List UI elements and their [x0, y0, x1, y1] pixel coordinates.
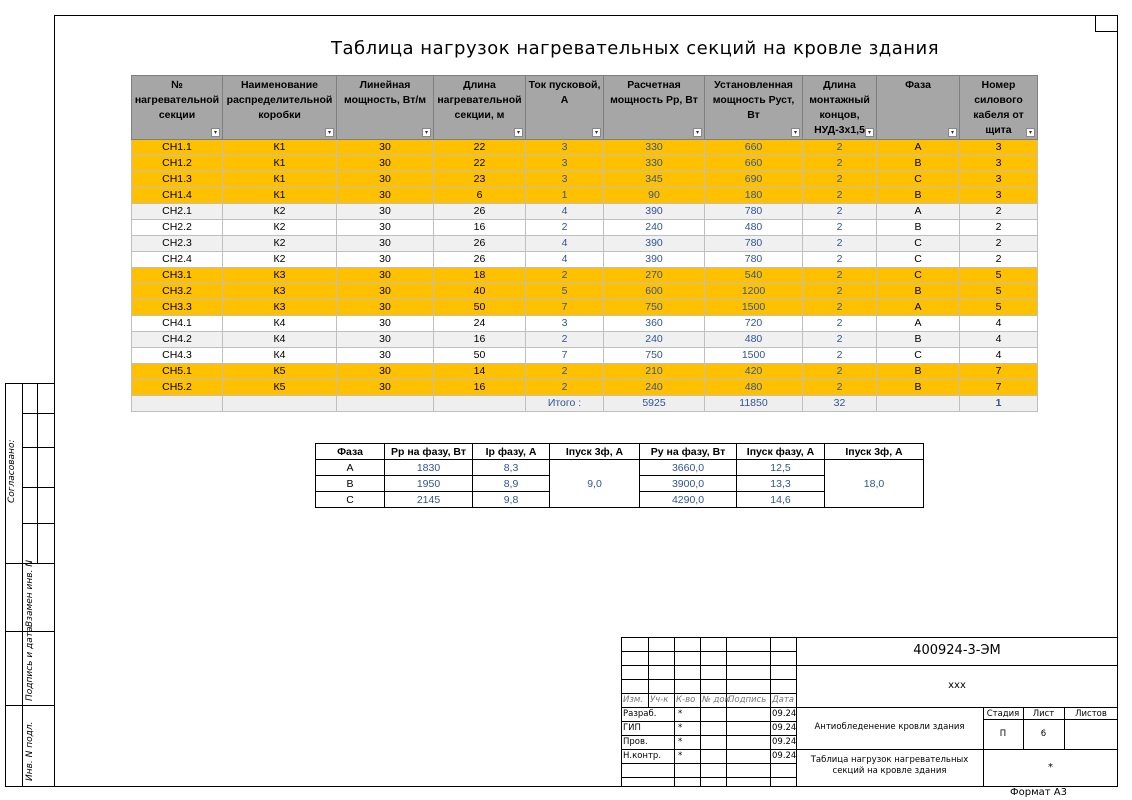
table-cell: 270: [604, 268, 705, 284]
table-cell: 30: [337, 364, 434, 380]
table-cell: 30: [337, 300, 434, 316]
table-cell: 480: [705, 332, 803, 348]
table-row: [132, 364, 1038, 380]
table-row: [132, 188, 1038, 204]
table-cell: К3: [223, 268, 337, 284]
table-cell: 40: [434, 284, 526, 300]
table-cell: А: [877, 316, 960, 332]
table-cell: 22: [434, 140, 526, 156]
phase-header-1: Рр на фазу, Вт: [385, 444, 473, 460]
table-cell: 3: [960, 188, 1038, 204]
signature-date-label: Подпись и дата: [25, 626, 35, 701]
table-cell: СН5.2: [132, 380, 223, 396]
table-cell: С: [877, 236, 960, 252]
table-cell: 16: [434, 220, 526, 236]
table-cell: 2: [803, 364, 877, 380]
table-cell: 22: [434, 156, 526, 172]
table-cell: 480: [705, 380, 803, 396]
table-cell: 16: [434, 380, 526, 396]
table-cell: 180: [705, 188, 803, 204]
dropdown-filter-icon[interactable]: ▾: [211, 128, 220, 137]
table-cell: С: [877, 172, 960, 188]
table-row: [132, 268, 1038, 284]
table-cell: СН2.4: [132, 252, 223, 268]
table-cell: 4: [960, 332, 1038, 348]
table-cell: К5: [223, 380, 337, 396]
table-cell: 90: [604, 188, 705, 204]
column-header-1: [223, 76, 337, 140]
table-cell: 50: [434, 300, 526, 316]
phase-cell: 8,9: [473, 476, 550, 492]
table-row: [132, 348, 1038, 364]
table-cell: 1200: [705, 284, 803, 300]
table-cell: 2: [526, 268, 604, 284]
column-header-label: Ток пусковой, А: [528, 79, 601, 106]
table-row: [132, 252, 1038, 268]
col-uch: Уч-к: [650, 695, 669, 705]
phase-cell: В: [316, 476, 385, 492]
table-cell: 750: [604, 348, 705, 364]
column-header-label: Длина нагревательной секции, м: [437, 79, 522, 121]
page-title: Таблица нагрузок нагревательных секций на кровле здания: [330, 38, 940, 59]
table-cell: СН3.1: [132, 268, 223, 284]
table-cell: 2: [803, 332, 877, 348]
table-cell: 4: [526, 252, 604, 268]
column-header-label: № нагревательной секции: [134, 79, 220, 121]
table-cell: С: [877, 348, 960, 364]
total-cell: [223, 396, 337, 412]
table-cell: А: [877, 300, 960, 316]
table-cell: 240: [604, 380, 705, 396]
phase-cell: 1830: [385, 460, 473, 476]
dropdown-filter-icon[interactable]: ▾: [1026, 128, 1035, 137]
table-cell: 3: [526, 156, 604, 172]
column-header-5: [604, 76, 705, 140]
table-cell: 600: [604, 284, 705, 300]
table-cell: 5: [526, 284, 604, 300]
column-header-label: Номер силового кабеля от щита: [973, 79, 1024, 136]
stage-label: Стадия: [986, 709, 1020, 719]
table-cell: В: [877, 380, 960, 396]
table-cell: 330: [604, 140, 705, 156]
table-row: [132, 380, 1038, 396]
table-cell: 30: [337, 188, 434, 204]
table-cell: СН3.3: [132, 300, 223, 316]
column-header-6: [705, 76, 803, 140]
dropdown-filter-icon[interactable]: ▾: [948, 128, 957, 137]
column-header-2: [337, 76, 434, 140]
table-cell: 2: [803, 188, 877, 204]
table-cell: 2: [803, 316, 877, 332]
table-cell: 26: [434, 236, 526, 252]
sheets-label: Листов: [1075, 709, 1107, 719]
column-header-0: [132, 76, 223, 140]
phase-cell: 8,3: [473, 460, 550, 476]
phase-cell: 2145: [385, 492, 473, 508]
table-cell: 3: [526, 172, 604, 188]
table-cell: 2: [803, 140, 877, 156]
table-cell: СН1.2: [132, 156, 223, 172]
organization: *: [1048, 762, 1053, 773]
table-cell: В: [877, 220, 960, 236]
phase-cell: 3660,0: [640, 460, 737, 476]
total-cell: 5925: [604, 396, 705, 412]
phase-cell: 1950: [385, 476, 473, 492]
table-cell: 30: [337, 140, 434, 156]
table-cell: К2: [223, 220, 337, 236]
table-cell: 2: [960, 252, 1038, 268]
role-razrab: Разраб.: [623, 709, 657, 719]
table-row: [132, 300, 1038, 316]
document-code: 400924-3-ЭМ: [913, 643, 1001, 658]
table-cell: 4: [960, 348, 1038, 364]
format-label: Формат А3: [1010, 787, 1067, 798]
table-cell: В: [877, 364, 960, 380]
table-cell: 240: [604, 220, 705, 236]
phase-header-4: Ру на фазу, Вт: [640, 444, 737, 460]
table-cell: 1: [526, 188, 604, 204]
table-cell: 30: [337, 348, 434, 364]
inv-podl-label: Инв. N подл.: [25, 721, 35, 781]
table-cell: 2: [803, 220, 877, 236]
dropdown-filter-icon[interactable]: ▾: [325, 128, 334, 137]
date-nkontr: 09.24: [772, 751, 797, 761]
col-ndok: № док.: [702, 695, 733, 705]
role-prov: Пров.: [623, 737, 648, 747]
phase-header-6: Iпуск 3ф, А: [825, 444, 924, 460]
table-cell: 2: [960, 204, 1038, 220]
table-cell: 30: [337, 220, 434, 236]
table-cell: СН2.1: [132, 204, 223, 220]
table-cell: 2: [526, 220, 604, 236]
col-izm: Изм.: [623, 695, 643, 705]
table-cell: 50: [434, 348, 526, 364]
table-cell: 780: [705, 252, 803, 268]
table-row: [132, 172, 1038, 188]
table-cell: 7: [960, 380, 1038, 396]
phase-header-0: Фаза: [316, 444, 385, 460]
table-cell: 390: [604, 204, 705, 220]
column-header-4: [526, 76, 604, 140]
table-cell: 7: [960, 364, 1038, 380]
table-cell: 420: [705, 364, 803, 380]
table-cell: СН2.3: [132, 236, 223, 252]
column-header-label: Фаза: [905, 79, 931, 91]
table-cell: 26: [434, 252, 526, 268]
date-gip: 09.24: [772, 723, 797, 733]
table-cell: 2: [803, 252, 877, 268]
table-cell: 2: [803, 380, 877, 396]
table-cell: 240: [604, 332, 705, 348]
table-cell: А: [877, 140, 960, 156]
phase-cell: 9,8: [473, 492, 550, 508]
phase-cell: 4290,0: [640, 492, 737, 508]
table-cell: СН1.4: [132, 188, 223, 204]
table-cell: 2: [960, 236, 1038, 252]
table-cell: 14: [434, 364, 526, 380]
column-header-7: [803, 76, 877, 140]
table-cell: 30: [337, 268, 434, 284]
table-cell: К5: [223, 364, 337, 380]
table-cell: К1: [223, 156, 337, 172]
mark-gip: *: [678, 723, 683, 733]
dropdown-filter-icon[interactable]: ▾: [592, 128, 601, 137]
table-cell: 3: [526, 140, 604, 156]
phase-cell: 9,0: [550, 460, 640, 508]
table-cell: 2: [803, 204, 877, 220]
table-cell: 2: [803, 268, 877, 284]
column-header-label: Линейная мощность, Вт/м: [343, 79, 427, 106]
col-podpis: Подпись: [728, 695, 767, 705]
table-cell: В: [877, 332, 960, 348]
table-cell: 24: [434, 316, 526, 332]
table-cell: 23: [434, 172, 526, 188]
title-block: [621, 637, 1118, 787]
table-cell: 360: [604, 316, 705, 332]
table-cell: 30: [337, 172, 434, 188]
table-cell: К1: [223, 172, 337, 188]
side-approval-strip: [5, 383, 54, 787]
table-cell: 2: [960, 220, 1038, 236]
column-header-label: Длина монтажный концов, НУД-3х1,5: [809, 79, 870, 136]
phase-row: [316, 460, 924, 476]
total-cell: [434, 396, 526, 412]
table-cell: 30: [337, 284, 434, 300]
table-cell: К4: [223, 348, 337, 364]
table-cell: 750: [604, 300, 705, 316]
table-cell: СН2.2: [132, 220, 223, 236]
total-cell: 32: [803, 396, 877, 412]
table-cell: 690: [705, 172, 803, 188]
table-cell: 3: [960, 140, 1038, 156]
table-cell: 16: [434, 332, 526, 348]
table-row: [132, 332, 1038, 348]
table-cell: 660: [705, 140, 803, 156]
phase-summary-table: [315, 443, 924, 508]
total-cell: 1: [960, 396, 1038, 412]
table-row: [132, 204, 1038, 220]
stage-value: П: [999, 729, 1007, 739]
table-cell: 2: [803, 348, 877, 364]
table-cell: К3: [223, 300, 337, 316]
table-cell: 30: [337, 380, 434, 396]
table-row: [132, 236, 1038, 252]
table-cell: К4: [223, 332, 337, 348]
table-cell: СН5.1: [132, 364, 223, 380]
date-razrab: 09.24: [772, 709, 797, 719]
sheet-value: 6: [1040, 729, 1047, 739]
table-cell: СН3.2: [132, 284, 223, 300]
table-cell: 2: [803, 284, 877, 300]
table-cell: 3: [526, 316, 604, 332]
table-cell: СН1.3: [132, 172, 223, 188]
phase-cell: 3900,0: [640, 476, 737, 492]
table-cell: 3: [960, 172, 1038, 188]
agreed-label: Согласовано:: [7, 439, 17, 503]
column-header-9: [960, 76, 1038, 140]
column-header-label: Расчетная мощность Рр, Вт: [610, 79, 698, 106]
table-cell: 5: [960, 268, 1038, 284]
table-cell: 2: [803, 156, 877, 172]
table-cell: 5: [960, 300, 1038, 316]
table-row: [132, 140, 1038, 156]
table-cell: 4: [960, 316, 1038, 332]
phase-cell: А: [316, 460, 385, 476]
vzamen-inv-label: Взамен инв. N: [25, 559, 35, 627]
object-name: ххх: [948, 680, 966, 691]
table-cell: 2: [526, 332, 604, 348]
total-cell: [337, 396, 434, 412]
phase-header-2: Iр фазу, А: [473, 444, 550, 460]
table-cell: 2: [803, 300, 877, 316]
dropdown-filter-icon[interactable]: ▾: [865, 128, 874, 137]
phase-header-row: [316, 444, 924, 460]
sheet-title: Таблица нагрузок нагревательных секций на кровле здания: [810, 755, 969, 776]
table-cell: 30: [337, 156, 434, 172]
table-cell: К1: [223, 188, 337, 204]
table-header-row: [132, 76, 1038, 140]
phase-cell: С: [316, 492, 385, 508]
table-cell: СН4.3: [132, 348, 223, 364]
table-cell: 3: [960, 156, 1038, 172]
table-row: [132, 156, 1038, 172]
table-cell: С: [877, 252, 960, 268]
table-cell: 4: [526, 204, 604, 220]
table-cell: К2: [223, 204, 337, 220]
table-cell: 4: [526, 236, 604, 252]
column-header-label: Наименование распределительной коробки: [226, 79, 333, 121]
date-prov: 09.24: [772, 737, 797, 747]
table-cell: 1500: [705, 348, 803, 364]
table-cell: СН1.1: [132, 140, 223, 156]
table-cell: 660: [705, 156, 803, 172]
table-cell: К3: [223, 284, 337, 300]
table-cell: 2: [526, 364, 604, 380]
table-cell: В: [877, 284, 960, 300]
table-cell: 7: [526, 348, 604, 364]
table-row: [132, 316, 1038, 332]
table-cell: 720: [705, 316, 803, 332]
sheet-label: Лист: [1032, 709, 1055, 719]
table-cell: 26: [434, 204, 526, 220]
col-kvo: К-во: [676, 695, 696, 705]
table-cell: 2: [526, 380, 604, 396]
table-cell: 30: [337, 236, 434, 252]
table-cell: 7: [526, 300, 604, 316]
mark-prov: *: [678, 737, 683, 747]
table-cell: 5: [960, 284, 1038, 300]
table-cell: К2: [223, 236, 337, 252]
table-cell: 390: [604, 236, 705, 252]
table-cell: 30: [337, 316, 434, 332]
table-cell: 18: [434, 268, 526, 284]
table-cell: К1: [223, 140, 337, 156]
phase-cell: 13,3: [737, 476, 825, 492]
table-cell: 780: [705, 236, 803, 252]
table-cell: С: [877, 268, 960, 284]
table-cell: В: [877, 156, 960, 172]
phase-body: [316, 460, 924, 508]
total-cell: Итого :: [526, 396, 604, 412]
column-header-3: [434, 76, 526, 140]
table-cell: В: [877, 188, 960, 204]
column-header-label: Установленная мощность Руст, Вт: [712, 79, 795, 121]
phase-cell: 18,0: [825, 460, 924, 508]
phase-header-3: Iпуск 3ф, А: [550, 444, 640, 460]
total-cell: 11850: [705, 396, 803, 412]
table-cell: СН4.1: [132, 316, 223, 332]
dropdown-filter-icon[interactable]: ▾: [693, 128, 702, 137]
table-cell: СН4.2: [132, 332, 223, 348]
table-cell: 2: [803, 236, 877, 252]
role-gip: ГИП: [623, 723, 641, 733]
total-cell: [877, 396, 960, 412]
table-cell: 6: [434, 188, 526, 204]
table-cell: 345: [604, 172, 705, 188]
role-nkontr: Н.контр.: [623, 751, 662, 761]
mark-nkontr: *: [678, 751, 683, 761]
heating-sections-table: [131, 75, 1038, 412]
phase-cell: 12,5: [737, 460, 825, 476]
phase-header-5: Iпуск фазу, А: [737, 444, 825, 460]
table-cell: 30: [337, 332, 434, 348]
table-cell: 1500: [705, 300, 803, 316]
table-row: [132, 284, 1038, 300]
table-cell: 2: [803, 172, 877, 188]
table-cell: 480: [705, 220, 803, 236]
col-data: Дата: [772, 695, 795, 705]
table-cell: 330: [604, 156, 705, 172]
table-cell: К4: [223, 316, 337, 332]
table-cell: К2: [223, 252, 337, 268]
table-cell: А: [877, 204, 960, 220]
mark-razrab: *: [678, 709, 683, 719]
table-cell: 780: [705, 204, 803, 220]
dropdown-filter-icon[interactable]: ▾: [422, 128, 431, 137]
phase-cell: 14,6: [737, 492, 825, 508]
table-cell: 30: [337, 252, 434, 268]
table-cell: 390: [604, 252, 705, 268]
dropdown-filter-icon[interactable]: ▾: [514, 128, 523, 137]
table-row: [132, 220, 1038, 236]
total-row: [132, 396, 1038, 412]
column-header-8: [877, 76, 960, 140]
dropdown-filter-icon[interactable]: ▾: [791, 128, 800, 137]
table-cell: 30: [337, 204, 434, 220]
corner-stamp: [1095, 15, 1118, 32]
project-name: Антиобледенение кровли здания: [814, 722, 965, 732]
total-cell: [132, 396, 223, 412]
table-cell: 210: [604, 364, 705, 380]
table-body: [132, 140, 1038, 412]
table-cell: 540: [705, 268, 803, 284]
